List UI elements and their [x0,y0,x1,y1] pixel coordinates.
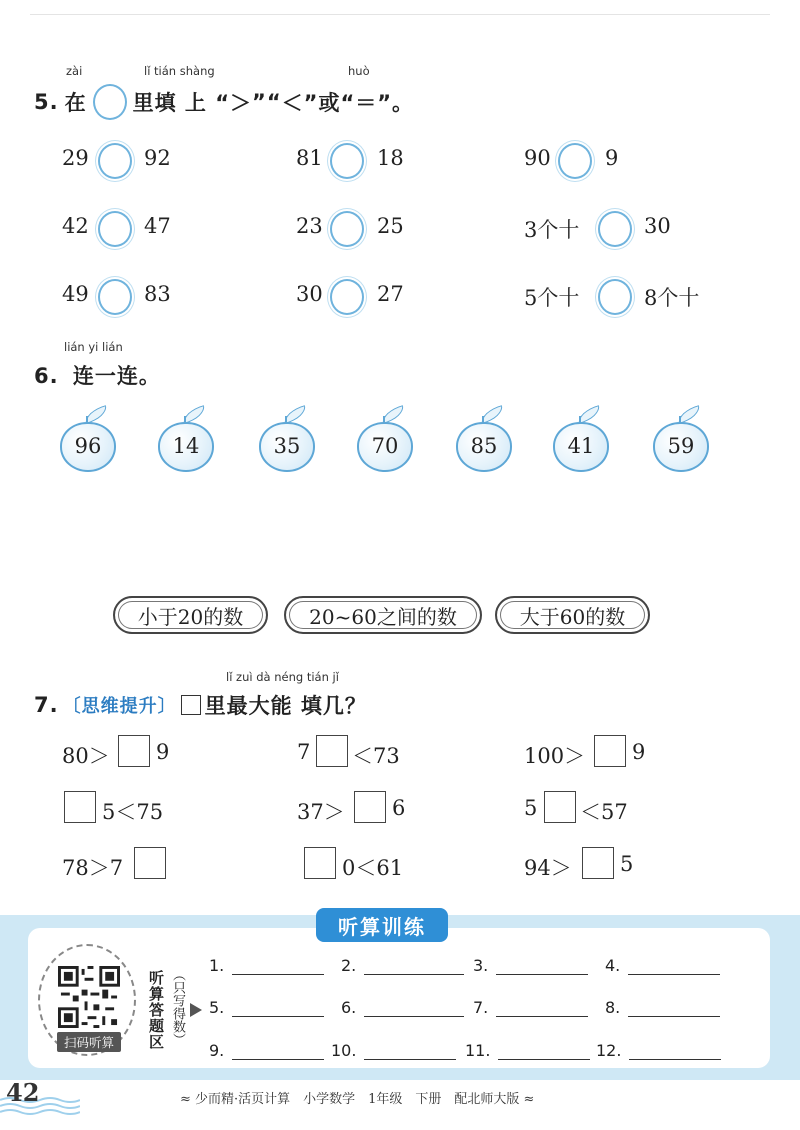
answer-slot[interactable] [473,998,588,1017]
q5-item-left: 90 [524,146,551,170]
answer-line [628,960,720,975]
play-arrow-icon [190,1003,202,1017]
q7-item-post: ＜73 [352,744,400,768]
answer-line [364,960,464,975]
answer-line [629,1045,721,1060]
q7-answer-box[interactable] [582,847,614,879]
q5-pinyin-zai: zài [66,64,83,78]
q7-item-post: 0＜61 [342,856,404,880]
category-20-to-60[interactable]: 20~60之间的数 [284,596,482,634]
apple-icon[interactable] [257,408,317,472]
apple-icon[interactable] [454,408,514,472]
top-rule [30,14,770,15]
q5-item-left: 23 [296,214,323,238]
answer-index: 5. [209,998,225,1017]
q5-item-right: 30 [644,214,671,238]
apple-number: 35 [273,434,301,458]
answer-index: 8. [605,998,621,1017]
q7-answer-box[interactable] [354,791,386,823]
q5-title-part3: ”“ [252,90,282,114]
q5-answer-circle[interactable] [98,143,132,179]
q7-answer-box[interactable] [544,791,576,823]
answer-index: 2. [341,956,357,975]
answer-slot[interactable] [465,1041,590,1060]
answer-line [628,1002,720,1017]
q5-title-part2: 里填 上 “ [132,91,231,115]
q7-number: 7. [34,693,59,717]
answer-index: 7. [473,998,489,1017]
apple-icon[interactable] [156,408,216,472]
q5-item-left: 49 [62,282,89,306]
q5-item-right: 27 [377,282,404,306]
q7-answer-box[interactable] [118,735,150,767]
answer-index: 3. [473,956,489,975]
q7-item-pre: 80＞ [62,744,110,768]
q5-item-left: 5个十 [524,286,580,310]
q5-item-right: 25 [377,214,404,238]
q7-item-post: ＜57 [580,800,628,824]
answer-index: 10. [331,1041,357,1060]
q7-answer-box[interactable] [134,847,166,879]
q5-answer-circle[interactable] [98,279,132,315]
q7-item-pre: 7 [297,740,311,764]
apple-number: 41 [567,434,595,458]
q7-item-post: 9 [632,740,646,764]
answer-line [498,1045,590,1060]
answer-slot[interactable] [605,998,720,1017]
q5-item-left: 81 [296,146,323,170]
q5-answer-circle[interactable] [330,211,364,247]
q5-title-part4: ”或“ [303,91,356,115]
answer-slot[interactable] [209,956,324,975]
scan-to-listen-label: 扫码听算 [57,1032,121,1052]
q5-item-right: 83 [144,282,171,306]
apple-icon[interactable] [355,408,415,472]
q5-answer-circle[interactable] [330,279,364,315]
q5-answer-circle[interactable] [598,279,632,315]
answer-area-note: （只写得数） [170,968,185,1046]
answer-slot[interactable] [605,956,720,975]
q5-item-right: 18 [377,146,404,170]
q5-gt-symbol: ＞ [230,91,253,115]
q6-pinyin: lián yi lián [64,340,123,354]
answer-line [496,960,588,975]
apple-number: 85 [470,434,498,458]
q7-answer-box[interactable] [304,847,336,879]
q6-title-text: 连一连。 [72,364,161,388]
q7-item-post: 5 [620,852,634,876]
q7-answer-box[interactable] [64,791,96,823]
answer-line [232,960,324,975]
q7-item-post: 9 [156,740,170,764]
q5-lt-symbol: ＜ [281,91,304,115]
q7-item-pre: 5 [524,796,538,820]
q5-answer-circle[interactable] [330,143,364,179]
q7-answer-box[interactable] [594,735,626,767]
q5-title-part5: ”。 [377,91,415,115]
answer-slot[interactable] [209,998,324,1017]
q7-item-pre: 94＞ [524,856,572,880]
q5-item-right: 9 [605,146,619,170]
q5-answer-circle[interactable] [598,211,632,247]
apple-number: 14 [172,434,200,458]
q7-pinyin: lǐ zuì dà néng tián jǐ [226,670,339,684]
q7-answer-box[interactable] [316,735,348,767]
q5-item-left: 30 [296,282,323,306]
q5-eq-symbol: ＝ [355,91,378,115]
answer-index: 11. [465,1041,491,1060]
q5-title-part1: 在 [64,91,87,115]
q5-item-left: 3个十 [524,218,580,242]
q7-item-pre: 100＞ [524,744,586,768]
answer-line [232,1045,324,1060]
apple-icon[interactable] [551,408,611,472]
answer-index: 4. [605,956,621,975]
q5-number: 5. [34,90,59,114]
answer-slot[interactable] [341,998,464,1017]
q7-title-text: 里最大能 填几？ [204,694,367,718]
q5-item-left: 42 [62,214,89,238]
q7-tag: 〔思维提升〕 [62,696,177,717]
answer-slot[interactable] [473,956,588,975]
q5-item-right: 47 [144,214,171,238]
answer-line [496,1002,588,1017]
q5-answer-circle[interactable] [98,211,132,247]
q5-item-right: 8个十 [644,286,700,310]
answer-line [364,1045,456,1060]
answer-index: 9. [209,1041,225,1060]
qr-code-icon[interactable] [58,966,120,1028]
apple-number: 96 [74,434,102,458]
q7-item-pre: 37＞ [297,800,345,824]
q5-circle-icon [93,84,127,120]
q7-title [34,690,367,720]
q5-title [34,84,414,120]
answer-area-label: 听算答题区 [147,970,165,1050]
answer-line [364,1002,464,1017]
q5-item-right: 92 [144,146,171,170]
answer-slot[interactable] [209,1041,324,1060]
category-greater-than-60[interactable]: 大于60的数 [495,596,650,634]
q7-item-post: 5＜75 [102,800,164,824]
q7-box-icon [181,695,201,715]
page-number: 42 [6,1078,40,1107]
answer-index: 6. [341,998,357,1017]
q5-pinyin-huo: huò [348,64,370,78]
q5-item-left: 29 [62,146,89,170]
answer-slot[interactable] [341,956,464,975]
apple-number: 59 [667,434,695,458]
q7-item-post: 6 [392,796,406,820]
answer-slot[interactable] [331,1041,456,1060]
apple-number: 70 [371,434,399,458]
q6-number: 6. [34,364,59,388]
q6-title [34,360,161,390]
category-less-than-20[interactable]: 小于20的数 [113,596,268,634]
answer-slot[interactable] [596,1041,721,1060]
apple-icon[interactable] [58,408,118,472]
q5-answer-circle[interactable] [558,143,592,179]
q5-pinyin-litianshang: lǐ tián shàng [144,64,215,78]
footer-text: ≈ 少而精·活页计算 小学数学 1年级 下册 配北师大版 ≈ [180,1092,535,1107]
apple-icon[interactable] [651,408,711,472]
q7-item-pre: 78＞7 [62,856,124,880]
answer-line [232,1002,324,1017]
answer-index: 12. [596,1041,622,1060]
listening-title: 听算训练 [316,908,448,942]
answer-index: 1. [209,956,225,975]
